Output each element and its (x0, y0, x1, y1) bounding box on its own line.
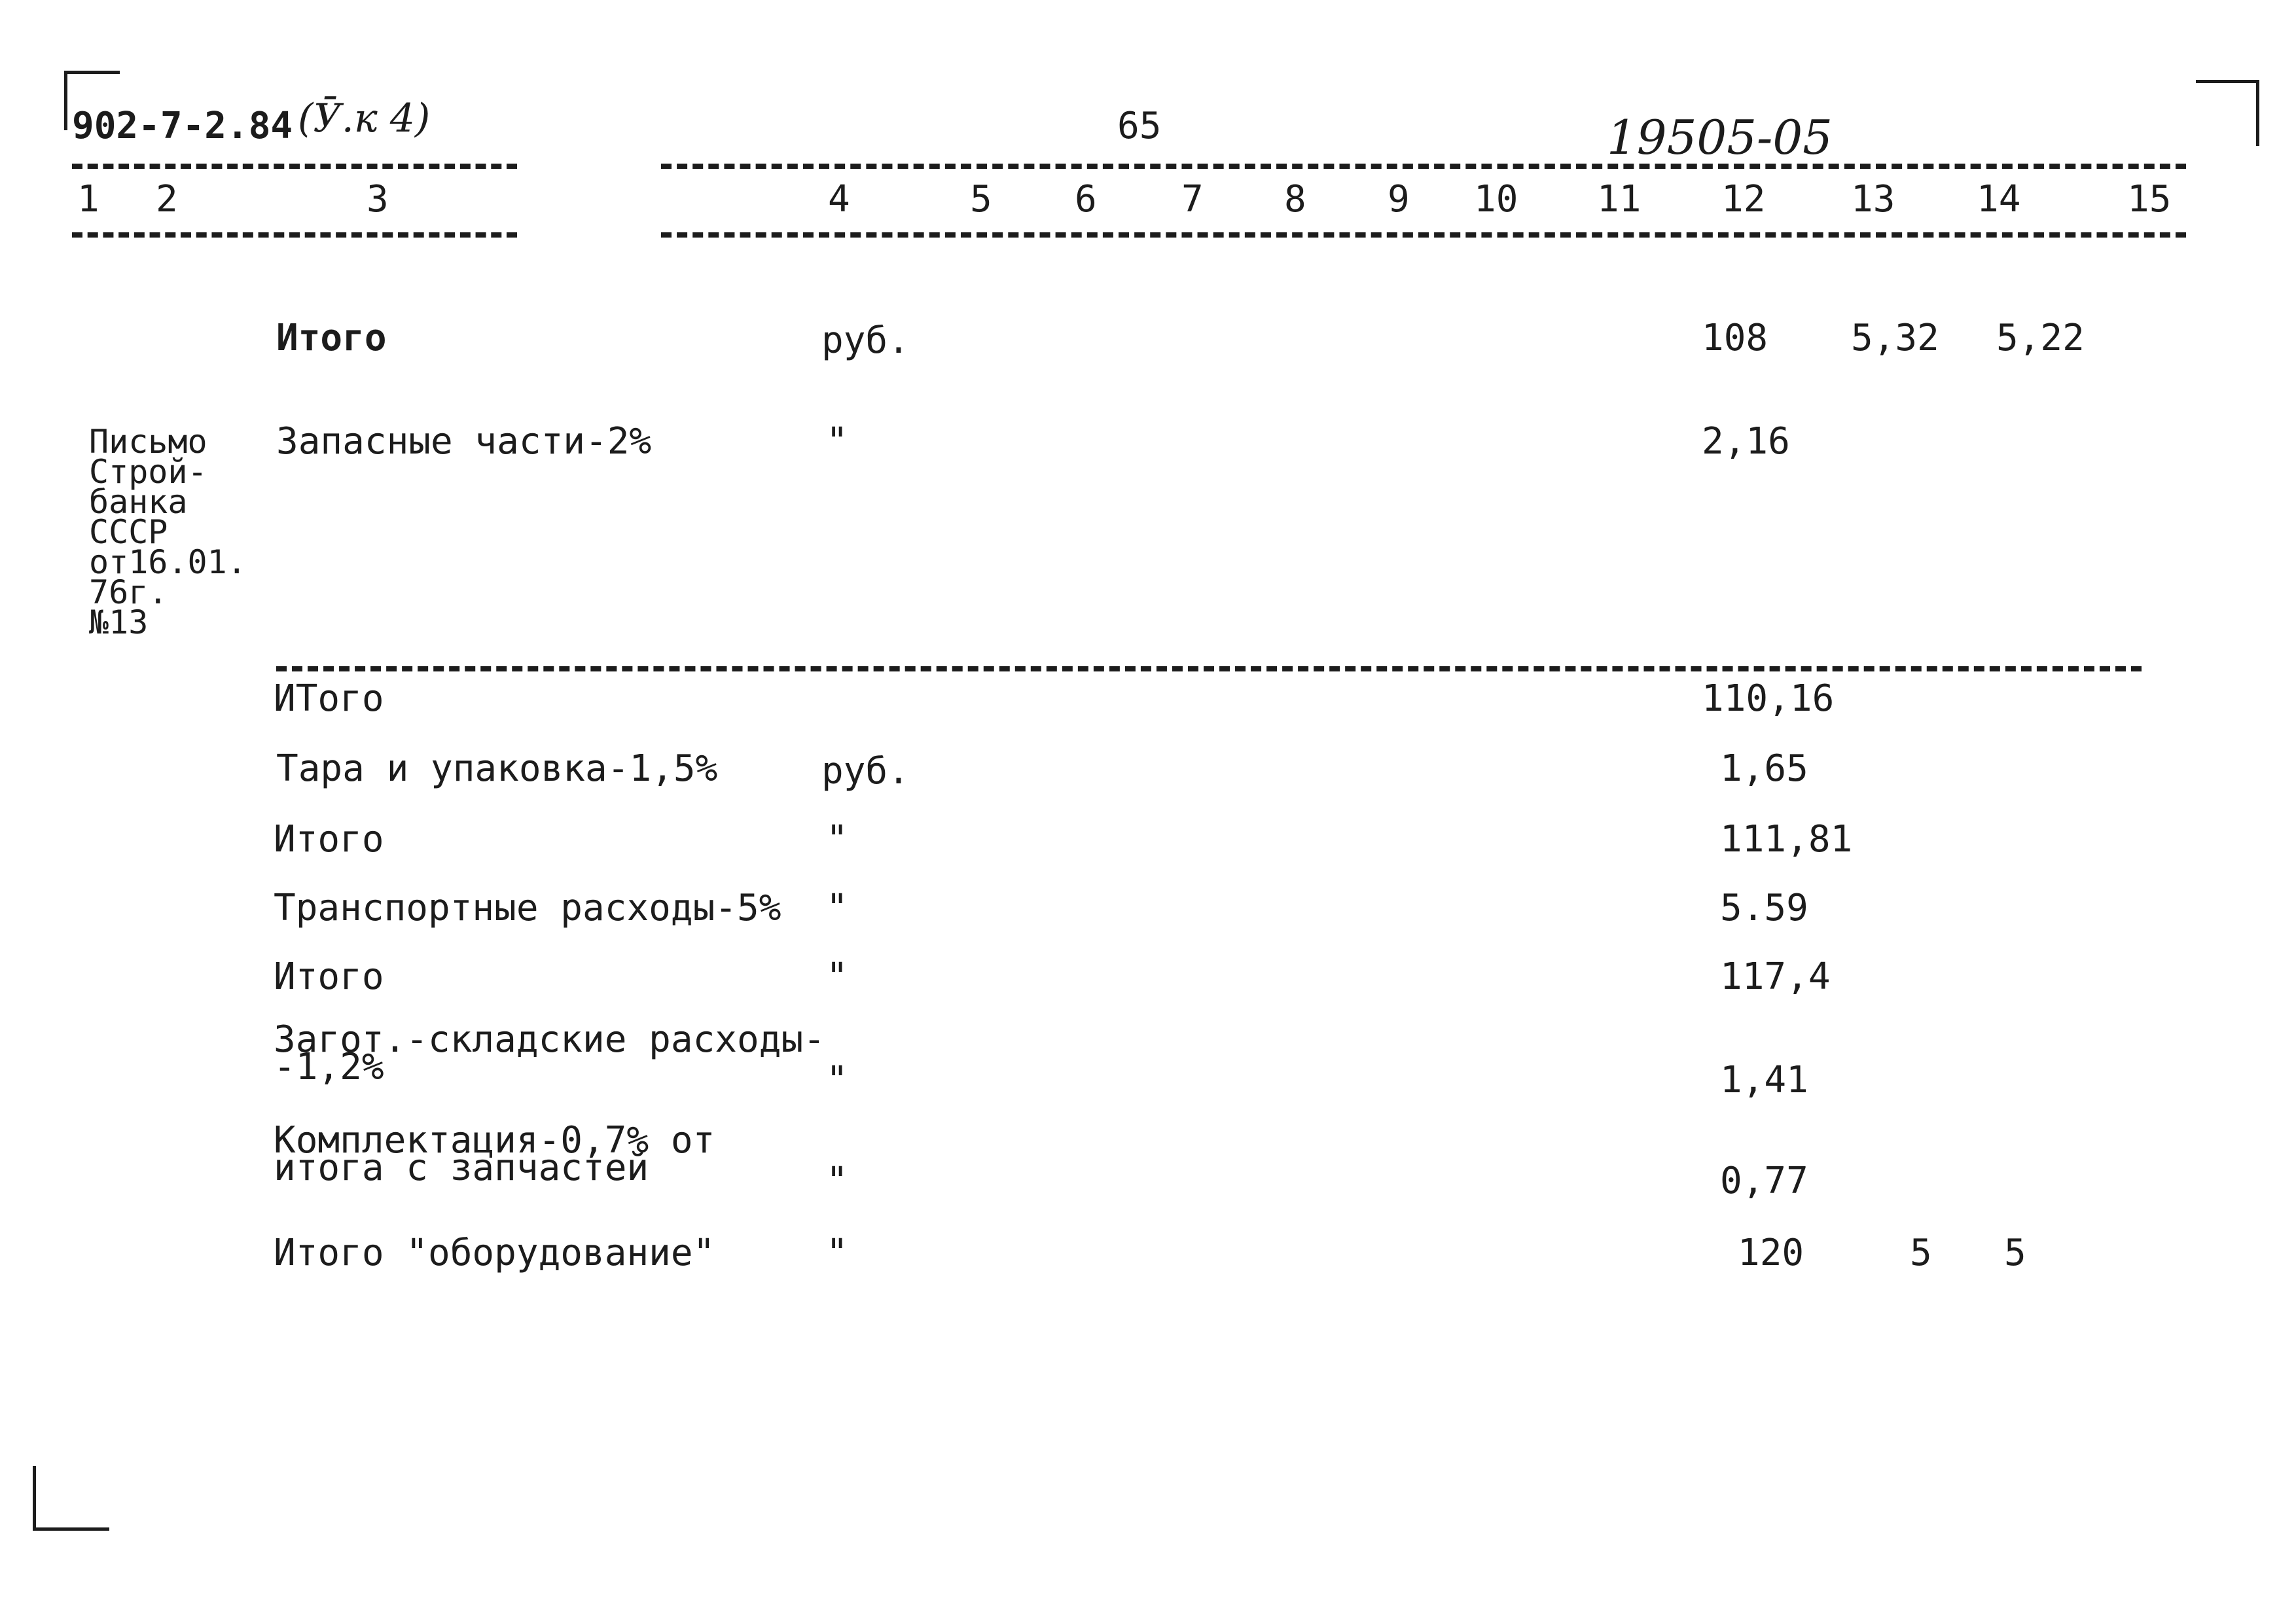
row-col12: 110,16 (1702, 677, 1835, 720)
row-unit: руб. (821, 319, 910, 362)
page-number: 65 (1117, 105, 1162, 147)
row-name: Итого "оборудование" (274, 1232, 715, 1274)
row-col13: 5,32 (1851, 317, 1939, 359)
row-unit: " (826, 955, 848, 998)
corner-mark-top-right (2196, 80, 2259, 146)
row-unit: руб. (821, 750, 910, 793)
row-name: Тара и упаковка-1,5% (276, 747, 718, 790)
row-unit: " (826, 420, 848, 463)
row-name: Транспортные расходы-5% (274, 887, 781, 929)
row-name: Запасные части-2% (276, 420, 652, 463)
row-unit: " (826, 887, 848, 929)
column-number: 12 (1721, 178, 1766, 221)
row-name: Итого (274, 955, 384, 998)
row-col14: 5 (2004, 1232, 2026, 1274)
column-number: 10 (1474, 178, 1518, 221)
row-name: ИТого (274, 677, 384, 720)
reference-note: Письмо Строй- банка СССР от16.01. 76г. №13 (89, 423, 247, 641)
column-number: 3 (367, 178, 389, 221)
column-number: 4 (828, 178, 850, 221)
row-col12: 111,81 (1720, 818, 1853, 861)
column-number: 6 (1075, 178, 1097, 221)
column-number: 13 (1851, 178, 1895, 221)
column-number: 2 (156, 178, 178, 221)
document-code: 902-7-2.84 (72, 105, 293, 147)
row-col12: 1,41 (1720, 1059, 1808, 1101)
column-number: 11 (1597, 178, 1641, 221)
row-unit: " (826, 818, 848, 861)
column-number: 1 (77, 178, 99, 221)
column-header-bottom-rule-right (661, 232, 2186, 238)
row-unit: " (826, 1232, 848, 1274)
row-name: Комплектация-0,7% от итога с запчастей (274, 1119, 715, 1189)
row-col12: 0,77 (1720, 1160, 1808, 1202)
column-number: 8 (1284, 178, 1306, 221)
row-col12: 117,4 (1720, 955, 1831, 998)
row-unit: " (826, 1160, 848, 1202)
column-number: 14 (1977, 178, 2021, 221)
row-name: Итого (276, 317, 387, 359)
document-code-note: (Ӯ.к 4) (298, 96, 431, 141)
row-col12: 5.59 (1720, 887, 1808, 929)
corner-mark-bottom-left (33, 1466, 109, 1531)
column-number: 5 (970, 178, 992, 221)
column-header-top-rule-right (661, 164, 2186, 169)
inventory-number: 19505-05 (1607, 110, 1833, 165)
row-name: Загот.-складские расходы- -1,2% (274, 1018, 825, 1088)
row-col13: 5 (1910, 1232, 1932, 1274)
row-col12: 120 (1738, 1232, 1804, 1274)
column-number: 15 (2127, 178, 2172, 221)
row-col14: 5,22 (1996, 317, 2085, 359)
column-number: 7 (1181, 178, 1204, 221)
row-col12: 2,16 (1702, 420, 1790, 463)
row-col12: 108 (1702, 317, 1768, 359)
section-divider (276, 666, 2142, 671)
column-header-top-rule-left (72, 164, 517, 169)
column-number: 9 (1388, 178, 1410, 221)
row-col12: 1,65 (1720, 747, 1808, 790)
column-header-bottom-rule-left (72, 232, 517, 238)
row-unit: " (826, 1059, 848, 1101)
row-name: Итого (274, 818, 384, 861)
